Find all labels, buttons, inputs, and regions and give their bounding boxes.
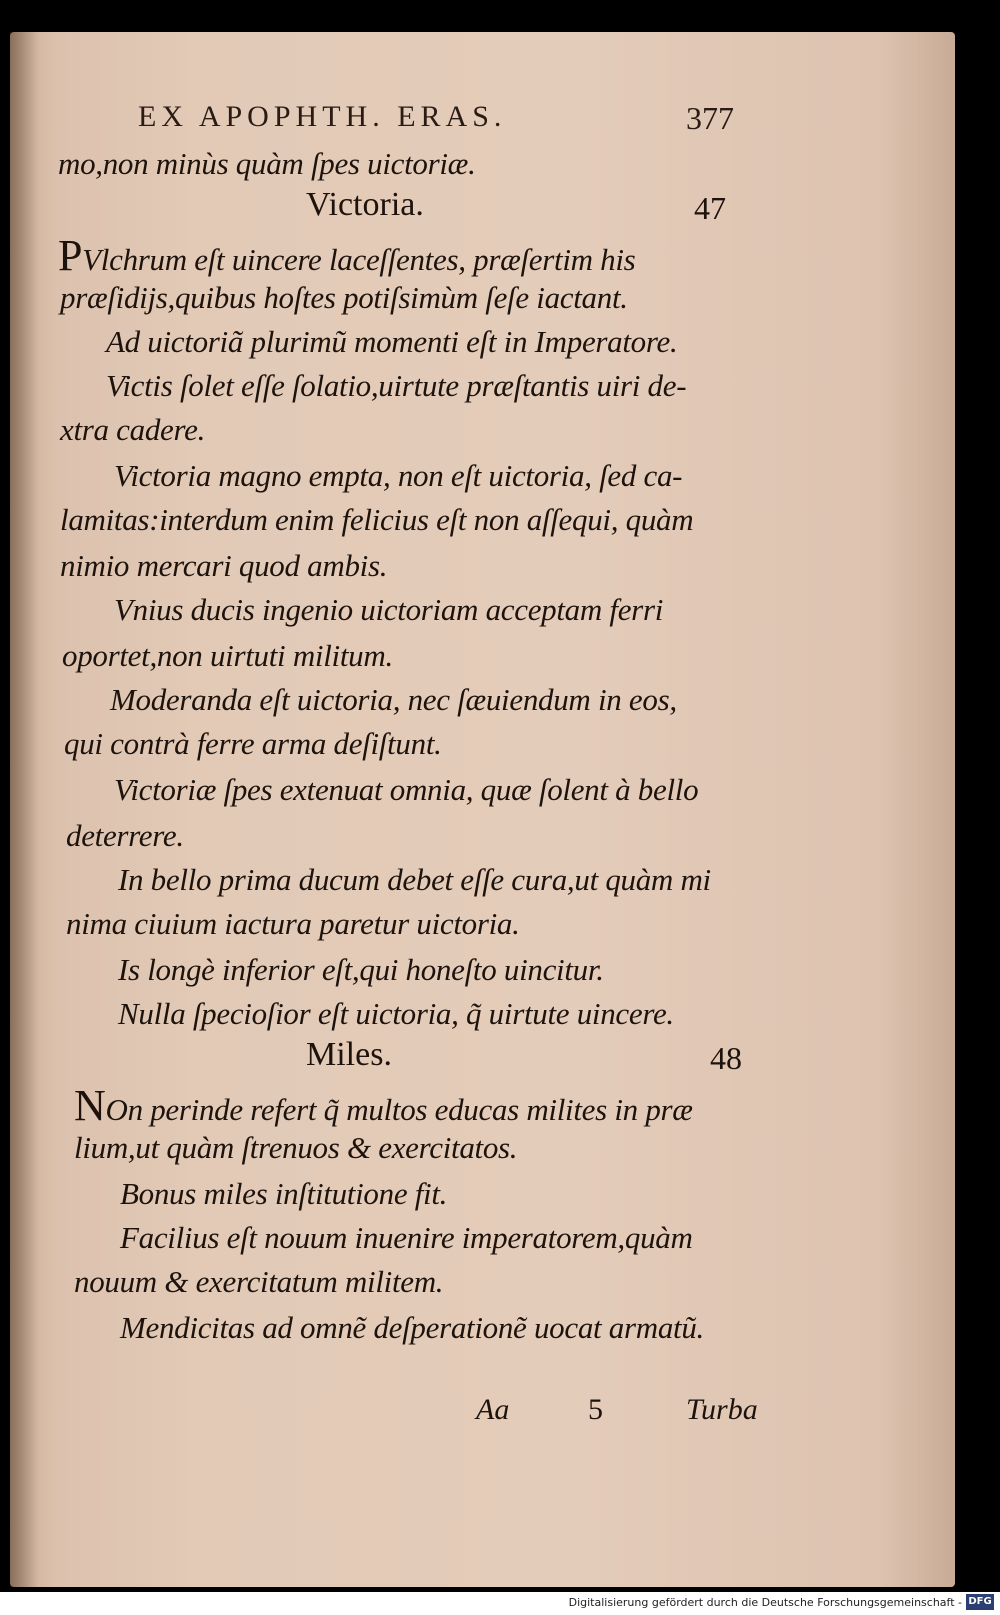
text-line-9: nimio mercari quod ambis. (60, 548, 388, 583)
text-line-12: Moderanda eſt uictoria, nec ſæuiendum in eos, (110, 682, 677, 717)
text-line-6: xtra cadere. (60, 412, 206, 447)
text-line-7: Victoria magno empta, non eſt uictoria, ſed ca- (114, 458, 683, 493)
section-heading-miles: Miles. (306, 1036, 392, 1073)
text-line-25: Mendicitas ad omnẽ deſperationẽ uocat armatũ. (120, 1310, 705, 1345)
section-heading-victoria: Victoria. (306, 186, 424, 223)
scan-top-border (0, 0, 1000, 34)
signature-mark: Aa (476, 1393, 510, 1426)
running-head: EX APOPHTH. ERAS. (138, 100, 507, 133)
text-line-13: qui contrà ferre arma deſiſtunt. (64, 726, 442, 761)
text-line-3: præſidijs,quibus hoſtes potiſsimùm ſeſe iactant. (60, 280, 628, 315)
text-line-1: mo,non minùs quàm ſpes uictoriæ. (58, 146, 476, 181)
text-line-22: Bonus miles inſtitutione fit. (120, 1176, 448, 1211)
text-line-16: In bello prima ducum debet eſſe cura,ut quàm mi (118, 862, 711, 897)
text-line-20: NOn perinde refert q̃ multos educas milites in præ (74, 1081, 693, 1130)
text-line-24: nouum & exercitatum militem. (74, 1264, 444, 1299)
dfg-logo: DFG (966, 1594, 994, 1610)
text-line-21: lium,ut quàm ſtrenuos & exercitatos. (74, 1130, 518, 1165)
page-number: 377 (686, 100, 734, 136)
section-number-47: 47 (694, 190, 726, 226)
text-line-18: Is longè inferior eſt,qui honeſto uincitur. (118, 952, 604, 987)
text-line-14: Victoriæ ſpes extenuat omnia, quæ ſolent à bello (114, 772, 699, 807)
text-line-17: nima ciuium iactura paretur uictoria. (66, 906, 520, 941)
text-line-19: Nulla ſpecioſior eſt uictoria, q̃ uirtute uincere. (118, 996, 674, 1031)
signature-number: 5 (588, 1393, 603, 1426)
catchword: Turba (686, 1393, 758, 1426)
text-line-5: Victis ſolet eſſe ſolatio,uirtute præſtantis uiri de- (106, 368, 687, 403)
text-line-15: deterrere. (66, 818, 184, 853)
text-line-4: Ad uictoriã plurimũ momenti eſt in Imperatore. (106, 324, 678, 359)
text-line-10: Vnius ducis ingenio uictoriam acceptam ferri (114, 592, 664, 627)
text-line-8: lamitas:interdum enim felicius eſt non aſſequi, quàm (60, 502, 694, 537)
initial-letter-n: N (74, 1081, 106, 1130)
section-number-48: 48 (710, 1040, 742, 1076)
text-line-23: Facilius eſt nouum inuenire imperatorem,quàm (120, 1220, 693, 1255)
text-line-11: oportet,non uirtuti militum. (62, 638, 393, 673)
text-line-2: PVlchrum eſt uincere laceſſentes, præſertim his (58, 231, 636, 280)
initial-letter-p: P (58, 231, 83, 280)
gutter-shadow (10, 32, 38, 1587)
digitization-credit: Digitalisierung gefördert durch die Deutsche Forschungsgemeinschaft - (568, 1596, 962, 1609)
